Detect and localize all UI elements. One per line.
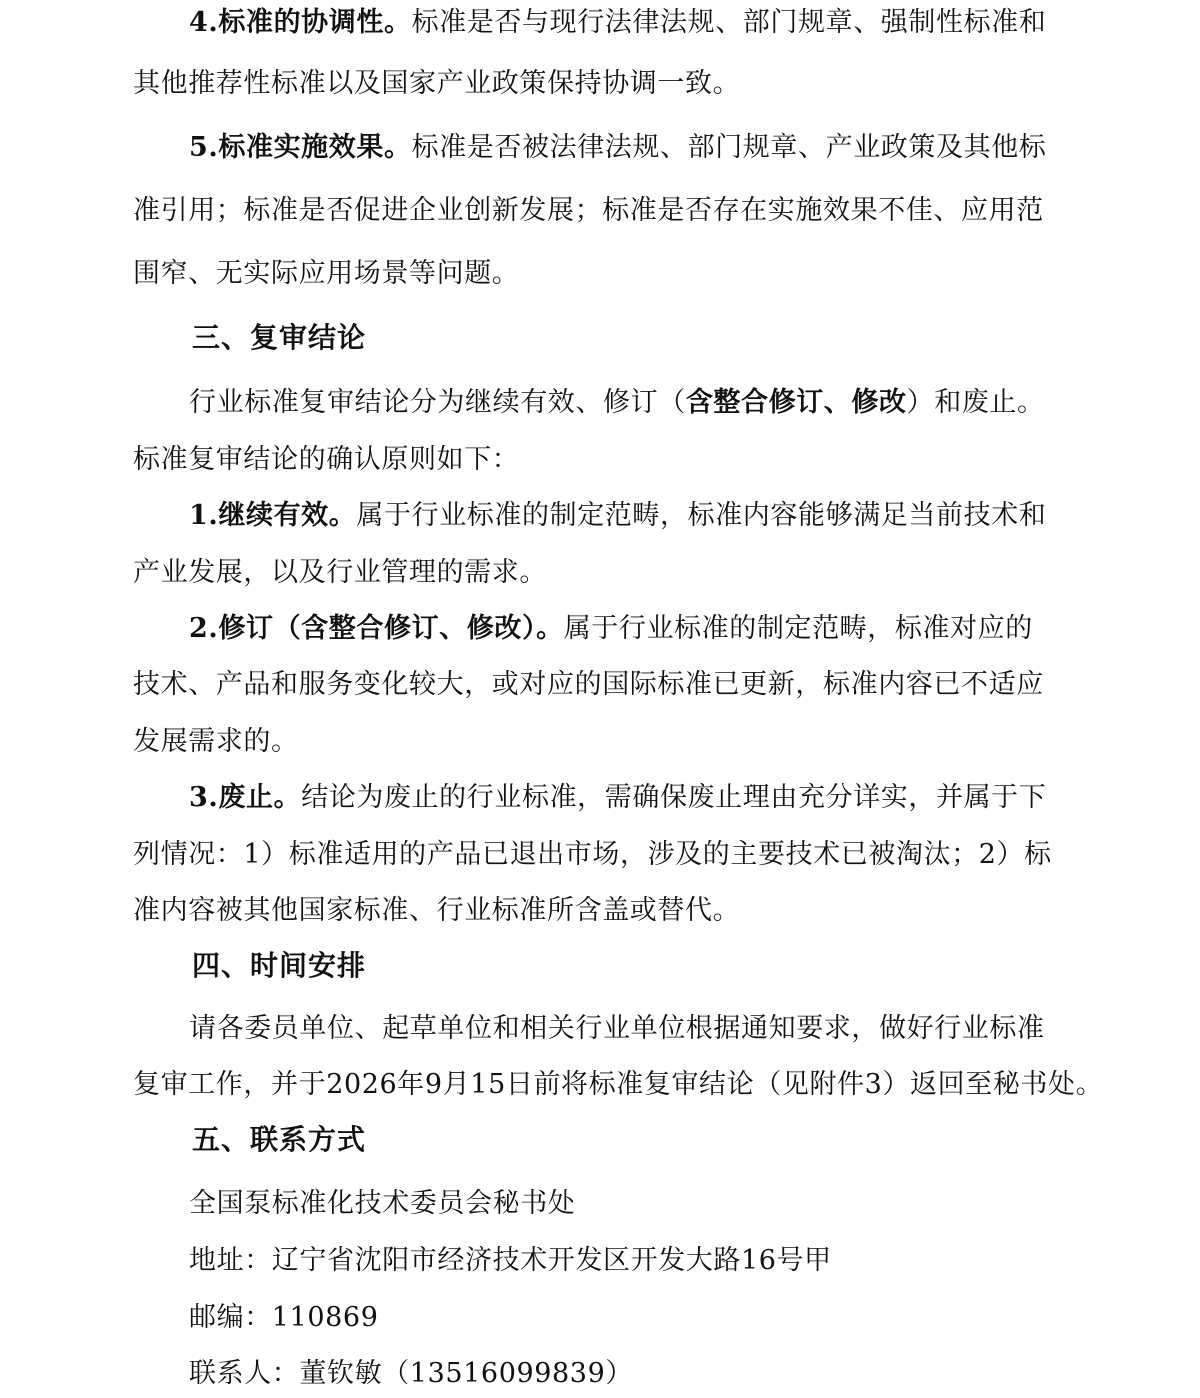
heading-contact: 五、联系方式 <box>192 1123 367 1156</box>
intro-text-c: ）和废止。 <box>906 387 1045 418</box>
schedule-line-2: 复审工作，并于2026年9月15日前将标准复审结论（见附件3）返回至秘书处。 <box>133 1069 1104 1100</box>
conclusion-3-line-2: 列情况：1）标准适用的产品已退出市场，涉及的主要技术已被淘汰；2）标 <box>133 839 1052 870</box>
conclusion-3-label: 3.废止。 <box>189 782 302 813</box>
heading-review-conclusion: 三、复审结论 <box>192 321 367 354</box>
contact-address: 地址：辽宁省沈阳市经济技术开发区开发大路16号甲 <box>189 1245 832 1276</box>
schedule-line-1: 请各委员单位、起草单位和相关行业单位根据通知要求，做好行业标准 <box>189 1013 1045 1044</box>
conclusion-2-line-2: 技术、产品和服务变化较大，或对应的国际标准已更新，标准内容已不适应 <box>133 669 1044 700</box>
conclusion-3-line-1 <box>189 781 1046 815</box>
conclusion-1-line-2: 产业发展，以及行业管理的需求。 <box>133 557 547 588</box>
conclusion-2-label: 2.修订（含整合修订、修改）。 <box>189 613 564 644</box>
contact-person: 联系人：董钦敏（13516099839） <box>189 1358 633 1389</box>
conclusion-1-line-1 <box>189 499 1046 533</box>
section-4-text: 标准是否与现行法律法规、部门规章、强制性标准和 <box>411 7 1047 38</box>
contact-postcode: 邮编：110869 <box>189 1302 379 1333</box>
conclusion-2-text: 属于行业标准的制定范畴，标准对应的 <box>563 613 1033 644</box>
conclusion-1-label: 1.继续有效。 <box>189 500 357 531</box>
intro-text-a: 行业标准复审结论分为继续有效、修订（ <box>189 387 686 418</box>
intro-text-bold: 含整合修订、修改 <box>685 387 907 418</box>
conclusion-3-line-3: 准内容被其他国家标准、行业标准所含盖或替代。 <box>133 895 741 926</box>
section-4-line-1 <box>189 6 1046 40</box>
conclusion-1-text: 属于行业标准的制定范畴，标准内容能够满足当前技术和 <box>356 500 1047 531</box>
conclusion-2-line-1 <box>189 612 1033 646</box>
contact-org: 全国泵标准化技术委员会秘书处 <box>189 1188 576 1219</box>
section-5-line-1 <box>189 131 1046 165</box>
conclusion-3-text: 结论为废止的行业标准，需确保废止理由充分详实，并属于下 <box>301 782 1047 813</box>
conclusion-intro-line-2: 标准复审结论的确认原则如下： <box>133 444 520 475</box>
section-5-text: 标准是否被法律法规、部门规章、产业政策及其他标 <box>411 132 1047 163</box>
section-5-line-3: 围窄、无实际应用场景等问题。 <box>133 258 520 289</box>
conclusion-2-line-3: 发展需求的。 <box>133 726 299 757</box>
section-4-line-2: 其他推荐性标准以及国家产业政策保持协调一致。 <box>133 68 741 99</box>
conclusion-intro-line-1 <box>189 386 1045 420</box>
section-5-label: 5.标准实施效果。 <box>189 132 412 163</box>
heading-schedule: 四、时间安排 <box>192 949 367 982</box>
section-4-label: 4.标准的协调性。 <box>189 7 412 38</box>
section-5-line-2: 准引用；标准是否促进企业创新发展；标准是否存在实施效果不佳、应用范 <box>133 195 1044 226</box>
